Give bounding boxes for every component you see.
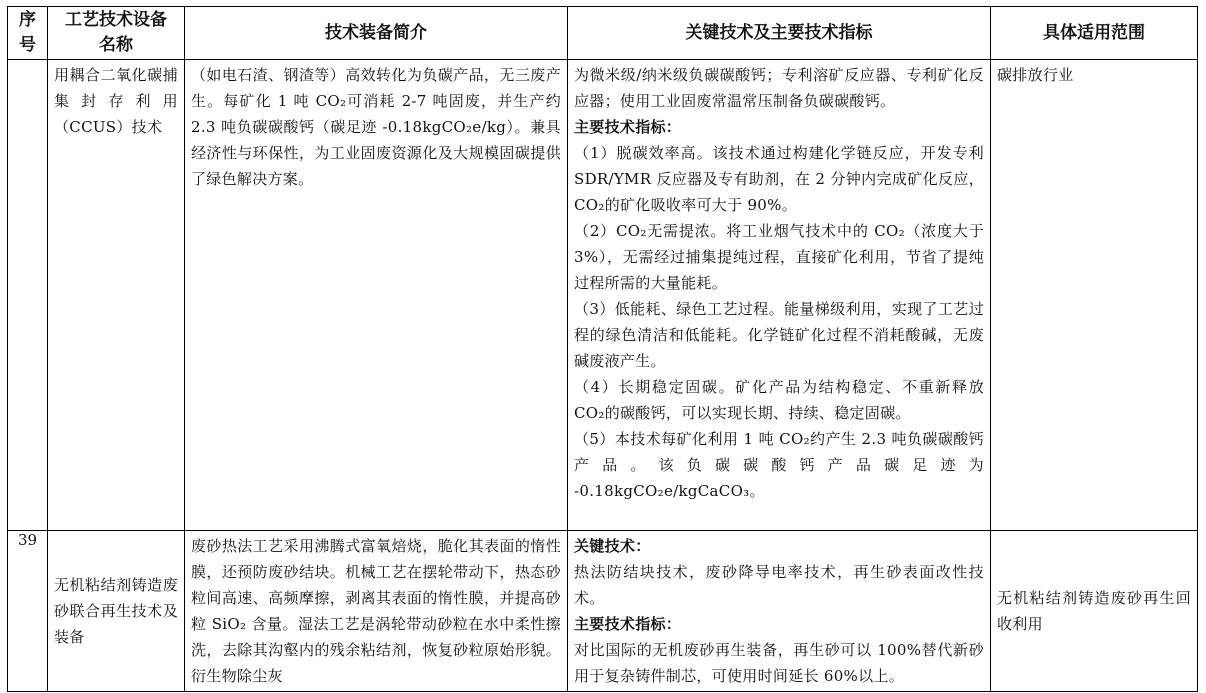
key-tech-title: 关键技术： (574, 537, 651, 555)
tech-intro: 废砂热法工艺采用沸腾式富氧焙烧，脆化其表面的惰性膜，还预防废砂结块。机械工艺在摆轮带动下，热态砂粒间高速、高频摩擦，剥离其表面的惰性膜，并提高砂粒 SiO₂ 含量。湿法工艺是涡轮带动砂粒在水中柔性擦洗，去除其沟壑内的残余粘结剂，恢复砂粒原始形貌。衍生物除尘灰 (191, 537, 561, 685)
indicator-text: 对比国际的无机废砂再生装备，再生砂可以 100%替代新砂用于复杂铸件制芯，可使用时间延长 60%以上。 (574, 641, 984, 685)
tech-name: 用耦合二氧化碳捕集封存利用（CCUS）技术 (54, 66, 178, 136)
header-scope: 具体适用范围 (991, 7, 1198, 60)
indicator-item: （5）本技术每矿化利用 1 吨 CO₂约产生 2.3 吨负碳碳酸钙产品。该负碳碳酸钙产品碳足迹为 -0.18kgCO₂e/kgCaCO₃。 (574, 430, 984, 500)
indicator-item: （4）长期稳定固碳。矿化产品为结构稳定、不重新释放 CO₂的碳酸钙，可以实现长期、持续、稳定固碳。 (574, 378, 984, 422)
scope-cell (991, 531, 1198, 692)
key-tech-text: 热法防结块技术，废砂降导电率技术，再生砂表面改性技术。 (574, 563, 984, 607)
technology-table (7, 6, 1198, 692)
scope-text: 无机粘结剂铸造废砂再生回收利用 (997, 589, 1191, 633)
indicator-item: （3）低能耗、绿色工艺过程。能量梯级利用，实现了工艺过程的绿色清洁和低能耗。化学链矿化过程不消耗酸碱，无废碱废液产生。 (574, 300, 984, 370)
key-tech-content (568, 531, 990, 691)
table-row (8, 60, 1198, 531)
header-row (8, 7, 1198, 60)
tech-intro: （如电石渣、钢渣等）高效转化为负碳产品，无三废产生。每矿化 1 吨 CO₂可消耗 2-7 吨固废，并生产约 2.3 吨负碳碳酸钙（碳足迹 -0.18kgCO₂e/kg）。兼具经济性与环保性，为工业固废资源化及大规模固碳提供了绿色解决方案。 (191, 66, 561, 188)
key-tech-cell (568, 531, 991, 692)
table-row (8, 531, 1198, 692)
row-number: 39 (8, 531, 48, 692)
intro-cell (185, 60, 568, 531)
indicator-title: 主要技术指标： (574, 118, 682, 136)
header-intro: 技术装备简介 (185, 7, 568, 60)
tech-name: 无机粘结剂铸造废砂联合再生技术及装备 (54, 576, 178, 646)
indicator-item: （1）脱碳效率高。该技术通过构建化学链反应，开发专利 SDR/YMR 反应器及专有助剂，在 2 分钟内完成矿化反应，CO₂的矿化吸收率可大于 90%。 (574, 144, 984, 214)
key-tech-cell (568, 60, 991, 531)
key-tech-line: 为微米级/纳米级负碳碳酸钙；专利溶矿反应器、专利矿化反应器；使用工业固废常温常压制备负碳碳酸钙。 (574, 66, 984, 110)
scope-cell (991, 60, 1198, 531)
indicator-title: 主要技术指标： (574, 615, 682, 633)
intro-cell (185, 531, 568, 692)
key-tech-content (568, 60, 990, 506)
indicator-item: （2）CO₂无需提浓。将工业烟气技术中的 CO₂（浓度大于 3%），无需经过捕集提纯过程，直接矿化利用，节省了提纯过程所需的大量能耗。 (574, 222, 984, 292)
header-name: 工艺技术设备名称 (48, 7, 185, 60)
header-serial: 序号 (8, 7, 48, 60)
tech-name-cell (48, 531, 185, 692)
header-key-tech: 关键技术及主要技术指标 (568, 7, 991, 60)
tech-name-cell (48, 60, 185, 531)
scope-text: 碳排放行业 (997, 66, 1074, 84)
row-number (8, 60, 48, 531)
